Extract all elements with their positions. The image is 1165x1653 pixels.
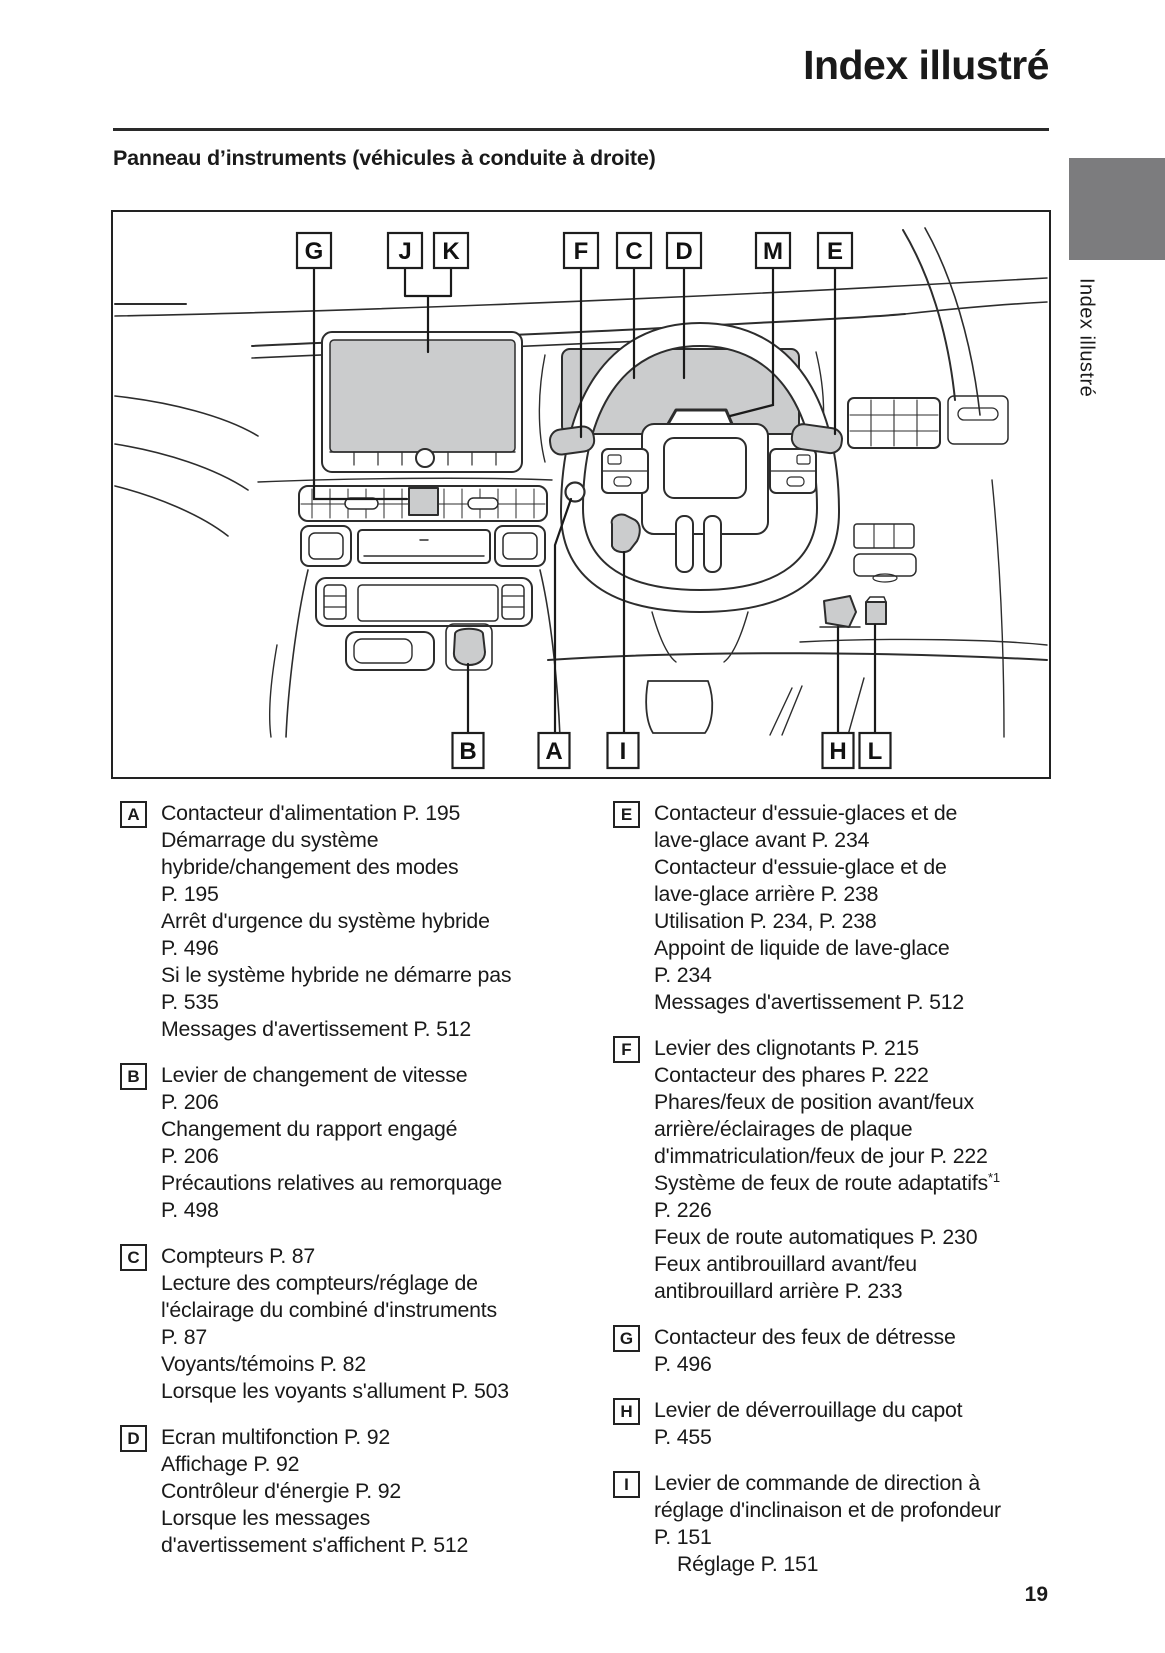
entry-line: Messages d'avertissement P. 512 <box>654 990 964 1014</box>
entry-line: Contacteur d'essuie-glace et de <box>654 855 947 879</box>
entry-line: Affichage P. 92 <box>161 1452 300 1476</box>
entry-line: P. 455 <box>654 1425 712 1449</box>
diagram-label-G <box>297 233 331 268</box>
diagram-label-M <box>756 233 790 268</box>
index-entry-D <box>113 1424 575 1559</box>
svg-text:D: D <box>675 238 693 266</box>
entry-line: Levier des clignotants P. 215 <box>654 1036 919 1060</box>
entry-line: Utilisation P. 234, P. 238 <box>654 909 877 933</box>
sidebar-chapter-tab <box>1069 158 1165 260</box>
entry-letter-box-E: E <box>613 801 640 828</box>
index-right-column <box>606 800 1049 1597</box>
entry-letter-box-B: B <box>120 1063 147 1090</box>
entry-letter-box-I: I <box>613 1471 640 1498</box>
entry-line: Appoint de liquide de lave-glace <box>654 936 950 960</box>
entry-line: Contacteur des phares P. 222 <box>654 1063 929 1087</box>
entry-line: Levier de changement de vitesse <box>161 1063 468 1087</box>
entry-line: Ecran multifonction P. 92 <box>161 1425 391 1449</box>
entry-line: l'éclairage du combiné d'instruments <box>161 1298 497 1322</box>
entry-line: Feux antibrouillard avant/feu <box>654 1252 917 1276</box>
entry-line: P. 496 <box>654 1352 712 1376</box>
entry-line: Précautions relatives au remorquage <box>161 1171 503 1195</box>
svg-text:M: M <box>763 238 783 266</box>
index-entry-B <box>113 1062 575 1224</box>
index-entry-H <box>606 1397 1049 1451</box>
entry-line: Levier de déverrouillage du capot <box>654 1398 963 1422</box>
sidebar-chapter-title: Index illustré <box>1075 278 1098 398</box>
entry-line: Contacteur d'essuie-glaces et de <box>654 801 958 825</box>
entry-line: lave-glace avant P. 234 <box>654 828 870 852</box>
index-entry-F <box>606 1035 1049 1305</box>
entry-line: Contrôleur d'énergie P. 92 <box>161 1479 402 1503</box>
entry-line: Changement du rapport engagé <box>161 1117 458 1141</box>
entry-line: P. 87 <box>161 1325 207 1349</box>
entry-line: lave-glace arrière P. 238 <box>654 882 879 906</box>
entry-line: réglage d'inclinaison et de profondeur <box>654 1498 1001 1522</box>
index-entry-E <box>606 800 1049 1016</box>
index-entry-G <box>606 1324 1049 1378</box>
instrument-panel-diagram <box>111 210 1051 779</box>
entry-line: P. 535 <box>161 990 219 1014</box>
svg-text:E: E <box>826 238 844 266</box>
entry-line: arrière/éclairages de plaque <box>654 1117 913 1141</box>
entry-line: Contacteur d'alimentation P. 195 <box>161 801 461 825</box>
entry-letter-box-C: C <box>120 1244 147 1271</box>
entry-line: d'avertissement s'affichent P. 512 <box>161 1533 469 1557</box>
diagram-label-J <box>388 233 422 268</box>
svg-text:J: J <box>398 238 412 266</box>
entry-line: Lorsque les voyants s'allument P. 503 <box>161 1379 509 1403</box>
svg-text:L: L <box>867 738 883 766</box>
svg-text:F: F <box>573 238 589 266</box>
entry-letter-box-G: G <box>613 1325 640 1352</box>
diagram-label-F <box>564 233 598 268</box>
diagram-label-H <box>823 733 854 768</box>
diagram-label-D <box>667 233 701 268</box>
diagram-label-B <box>453 733 484 768</box>
entry-line: P. 151 <box>654 1525 712 1549</box>
entry-letter-box-A: A <box>120 801 147 828</box>
title-rule <box>113 128 1049 131</box>
entry-line: Si le système hybride ne démarre pas <box>161 963 512 987</box>
svg-text:B: B <box>459 738 477 766</box>
index-entry-A <box>113 800 575 1043</box>
entry-line: d'immatriculation/feux de jour P. 222 <box>654 1144 988 1168</box>
svg-text:K: K <box>442 238 460 266</box>
svg-text:H: H <box>829 738 847 766</box>
diagram-label-K <box>434 233 468 268</box>
entry-line: Feux de route automatiques P. 230 <box>654 1225 978 1249</box>
footnote-marker: *1 <box>987 1169 1000 1185</box>
entry-line: Arrêt d'urgence du système hybride <box>161 909 490 933</box>
diagram-label-I <box>608 733 639 768</box>
entry-line: P. 206 <box>161 1144 219 1168</box>
entry-line: P. 195 <box>161 882 219 906</box>
entry-line: Système de feux de route adaptatifs$^{*1}$ <box>654 1169 1000 1195</box>
entry-line: P. 206 <box>161 1090 219 1114</box>
entry-line: P. 226 <box>654 1198 712 1222</box>
diagram-label-C <box>617 233 651 268</box>
entry-line: Lorsque les messages <box>161 1506 371 1530</box>
entry-letter-box-H: H <box>613 1398 640 1425</box>
entry-line: Contacteur des feux de détresse <box>654 1325 956 1349</box>
page-title: Index illustré <box>803 42 1049 88</box>
svg-text:A: A <box>545 738 563 766</box>
index-entry-C <box>113 1243 575 1405</box>
svg-text:I: I <box>619 738 627 766</box>
entry-line: Lecture des compteurs/réglage de <box>161 1271 478 1295</box>
section-heading: Panneau d’instruments (véhicules à conduite à droite) <box>113 146 656 170</box>
entry-letter-box-D: D <box>120 1425 147 1452</box>
entry-line: antibrouillard arrière P. 233 <box>654 1279 903 1303</box>
entry-line: P. 234 <box>654 963 712 987</box>
entry-line: Levier de commande de direction à <box>654 1471 981 1495</box>
page-number: 19 <box>1024 1583 1048 1606</box>
entry-letter-box-F: F <box>613 1036 640 1063</box>
entry-line: P. 496 <box>161 936 219 960</box>
entry-line: hybride/changement des modes <box>161 855 459 879</box>
diagram-label-A <box>539 733 570 768</box>
index-left-column <box>113 800 575 1578</box>
instrument-panel-drawing <box>113 212 1049 777</box>
entry-line: Voyants/témoins P. 82 <box>161 1352 366 1376</box>
index-entry-I <box>606 1470 1049 1578</box>
diagram-label-L <box>860 733 891 768</box>
svg-text:C: C <box>625 238 643 266</box>
svg-text:G: G <box>304 238 324 266</box>
entry-line: Réglage P. 151 <box>677 1552 819 1576</box>
diagram-label-E <box>818 233 852 268</box>
entry-line: P. 498 <box>161 1198 219 1222</box>
entry-line: Phares/feux de position avant/feux <box>654 1090 974 1114</box>
entry-line: Compteurs P. 87 <box>161 1244 316 1268</box>
entry-line: Démarrage du système <box>161 828 379 852</box>
entry-line: Messages d'avertissement P. 512 <box>161 1017 471 1041</box>
